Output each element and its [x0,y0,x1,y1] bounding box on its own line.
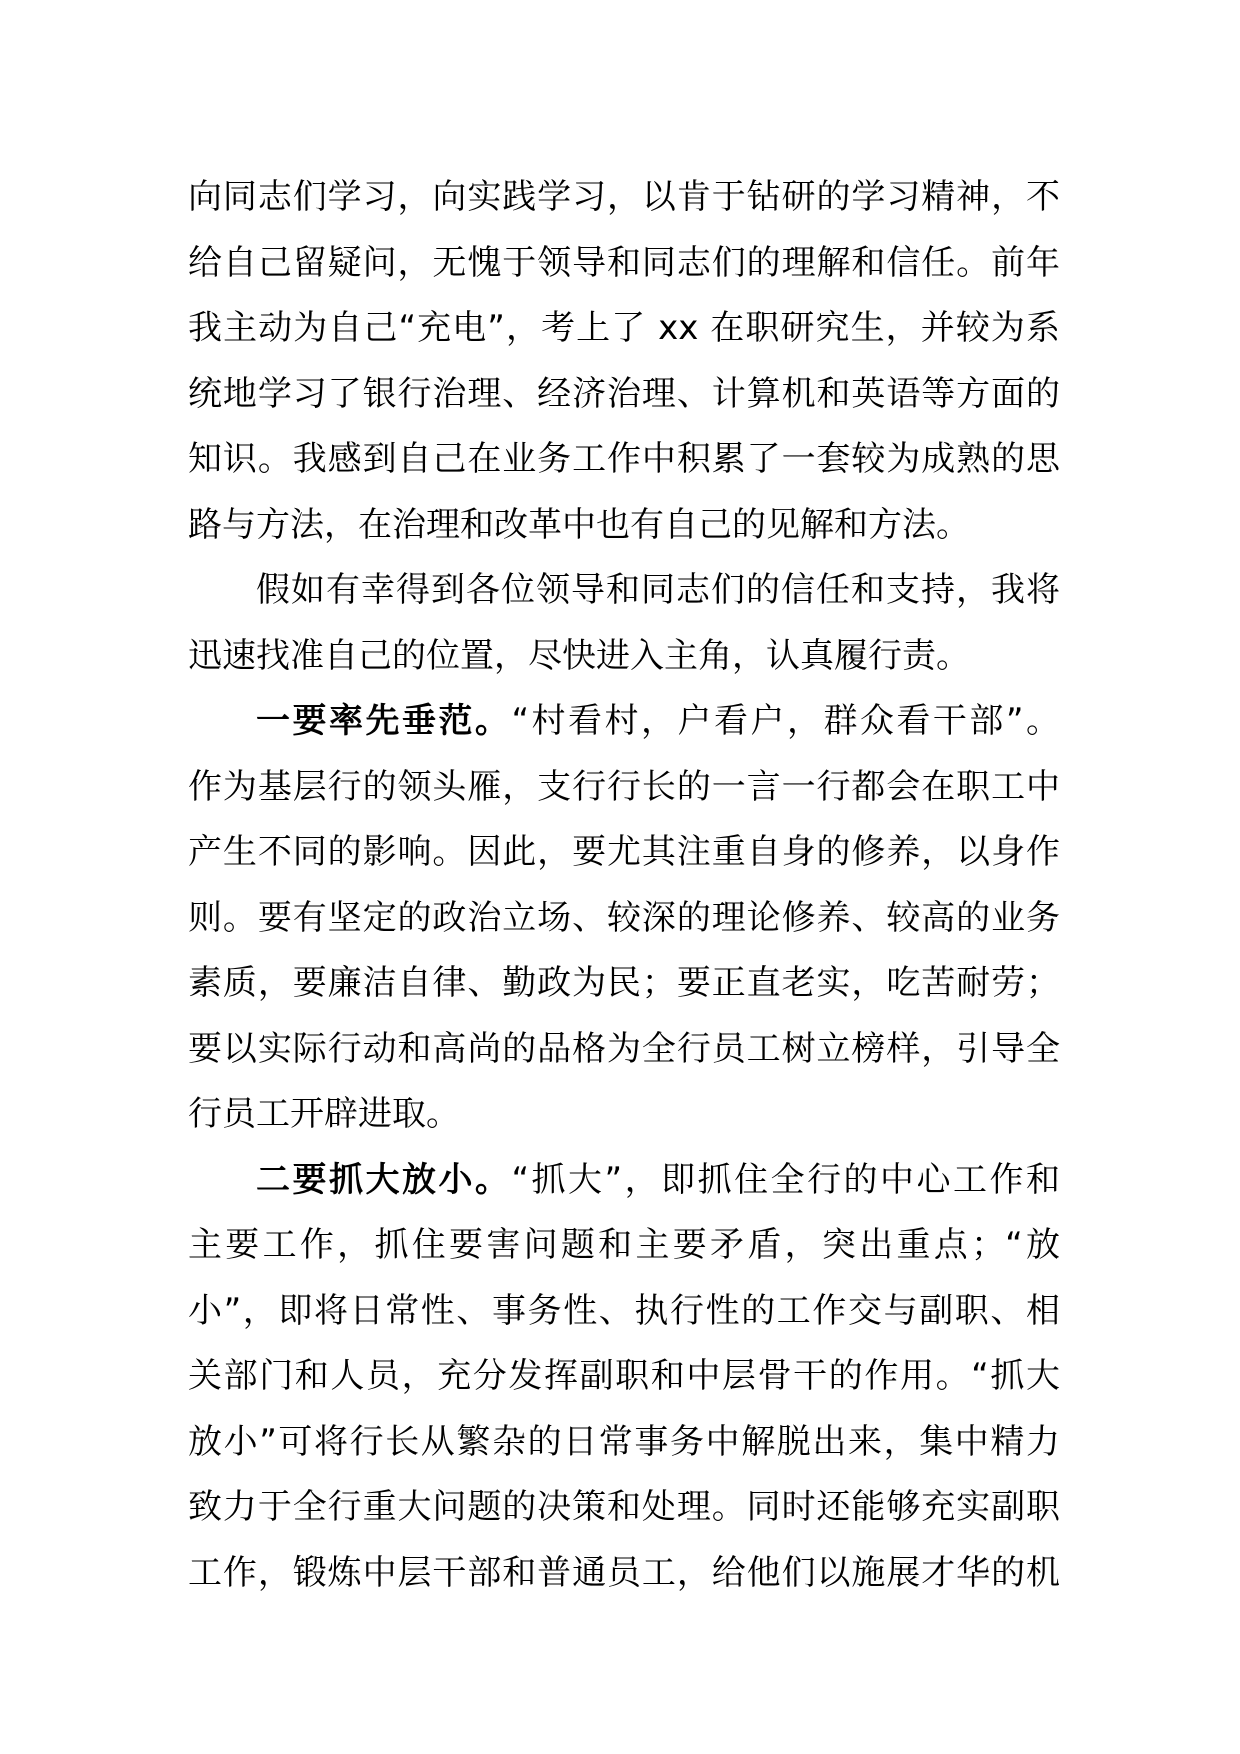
text-line: 工作，锻炼中层干部和普通员工，给他们以施展才华的机 [188,1552,1060,1593]
document-body [188,165,1060,1606]
paragraph-2 [188,558,1060,689]
text-line [188,689,1060,755]
text-line: 放小”可将行长从繁杂的日常事务中解脱出来，集中精力 [188,1421,1060,1462]
text-line: 则。要有坚定的政治立场、较深的理论修养、较高的业务 [188,897,1060,938]
text-line: 假如有幸得到各位领导和同志们的信任和支持，我将 [256,570,1060,610]
paragraph-heading: 一要率先垂范。 [256,701,512,741]
text-line: 向同志们学习，向实践学习，以肯于钻研的学习精神，不 [188,177,1060,217]
text-line: 主要工作，抓住要害问题和主要矛盾，突出重点；“放 [188,1225,1060,1265]
text-line: 致力于全行重大问题的决策和处理。同时还能够充实副职 [188,1487,1060,1527]
text-line: 作为基层行的领头雁，支行行长的一言一行都会在职工中 [188,766,1060,807]
text-line [188,1148,1060,1214]
text-line: 迅速找准自己的位置，尽快进入主角，认真履行责。 [188,635,970,676]
text-line: 小”，即将日常性、事务性、执行性的工作交与副职、相 [188,1290,1060,1331]
text-line: 产生不同的影响。因此，要尤其注重自身的修养，以身作 [188,832,1060,872]
text-line: 我主动为自己“充电”，考上了 xx 在职研究生，并较为系 [188,308,1060,348]
text-line: 行员工开辟进取。 [188,1094,460,1134]
heading-rest: “村看村，户看户，群众看干部”。 [511,701,1061,741]
text-line: 路与方法，在治理和改革中也有自己的见解和方法。 [188,504,970,545]
paragraph-heading: 二要抓大放小。 [256,1159,512,1200]
text-line: 素质，要廉洁自律、勤政为民；要正直老实，吃苦耐劳； [188,963,1060,1003]
paragraph-3 [188,689,1060,1148]
text-line: 关部门和人员，充分发挥副职和中层骨干的作用。“抓大 [188,1356,1060,1396]
paragraph-1 [188,165,1060,558]
paragraph-4 [188,1148,1060,1607]
text-line: 给自己留疑问，无愧于领导和同志们的理解和信任。前年 [188,242,1060,283]
text-line: 统地学习了银行治理、经济治理、计算机和英语等方面的 [188,373,1060,414]
text-line: 知识。我感到自己在业务工作中积累了一套较为成熟的思 [188,439,1060,479]
text-line: 要以实际行动和高尚的品格为全行员工树立榜样，引导全 [188,1028,1060,1069]
heading-rest: “抓大”，即抓住全行的中心工作和 [511,1159,1061,1200]
